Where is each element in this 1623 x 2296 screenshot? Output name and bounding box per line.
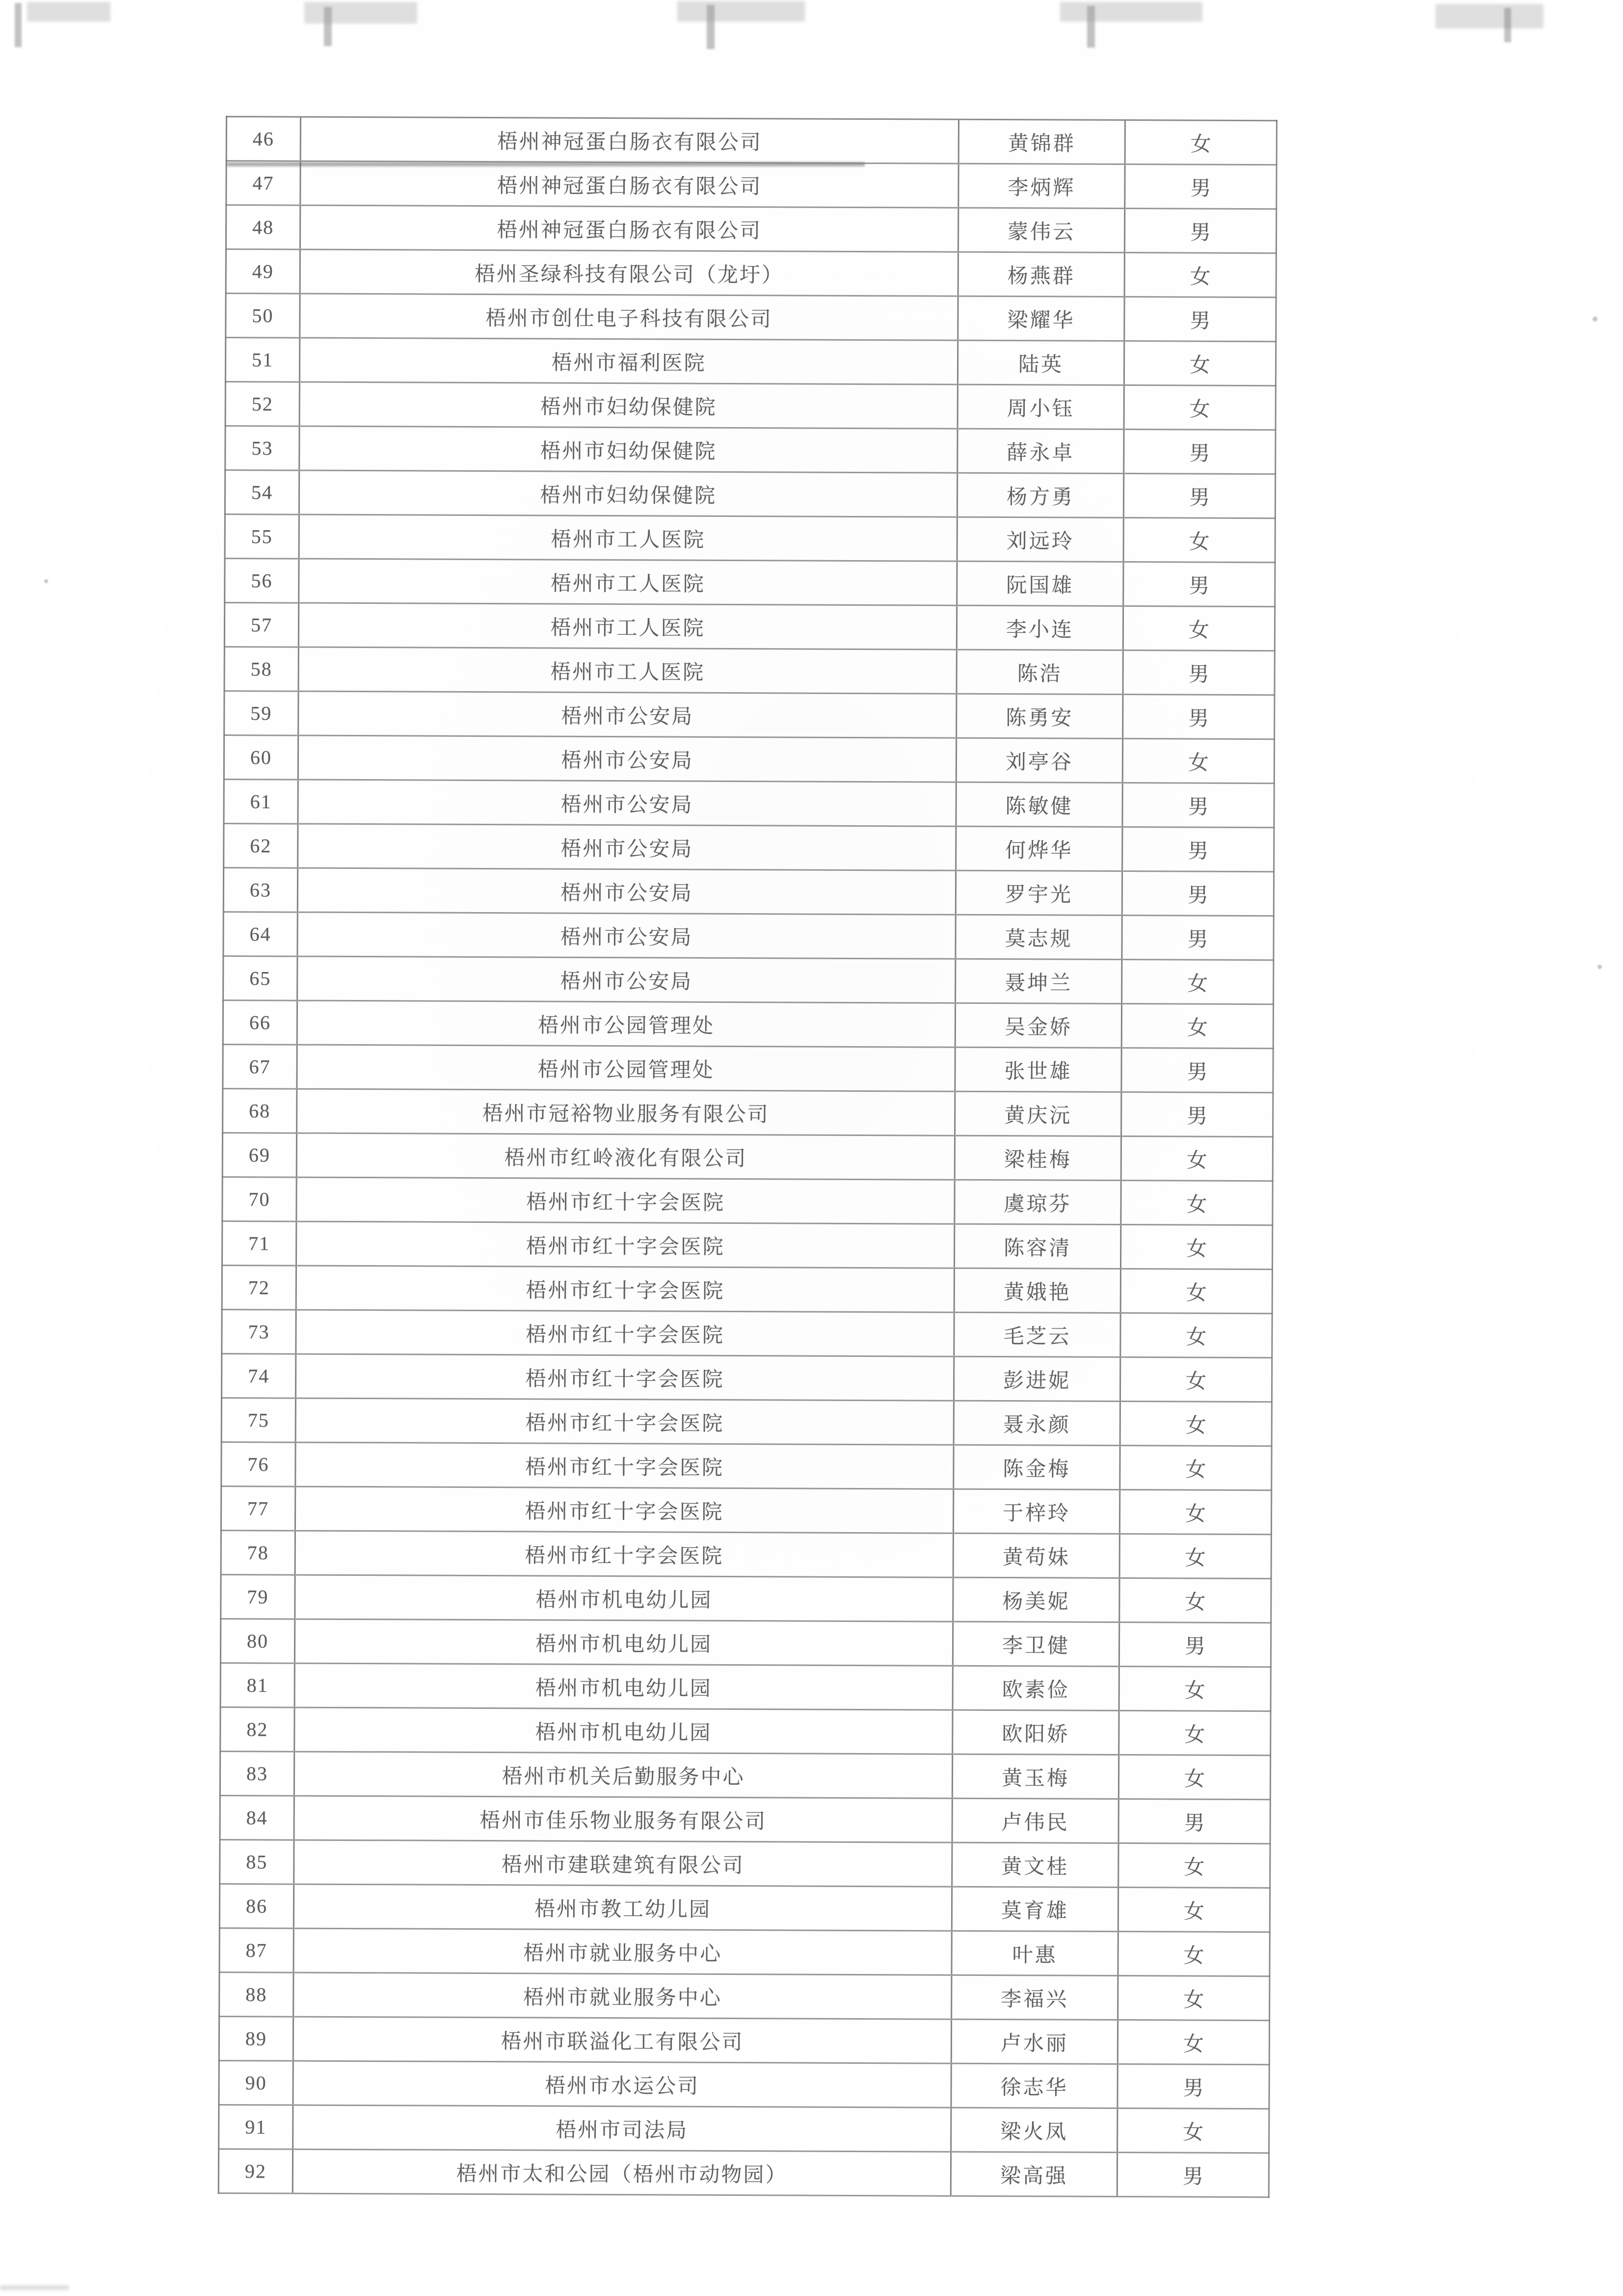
table-row bbox=[221, 1398, 1272, 1446]
gender-cell: 女 bbox=[1120, 1313, 1272, 1358]
person-name-cell: 莫育雄 bbox=[952, 1887, 1118, 1931]
organization-cell: 梧州市公安局 bbox=[297, 956, 956, 1003]
gender-cell: 女 bbox=[1123, 606, 1275, 651]
row-number-cell: 61 bbox=[224, 779, 298, 824]
row-number-cell: 76 bbox=[221, 1442, 295, 1486]
gender-cell: 女 bbox=[1124, 341, 1276, 386]
person-name-cell: 于梓玲 bbox=[953, 1489, 1119, 1534]
person-name-cell: 刘远玲 bbox=[957, 517, 1123, 562]
person-name-cell: 梁桂梅 bbox=[955, 1135, 1121, 1180]
row-number-cell: 49 bbox=[226, 249, 300, 294]
scan-artifact bbox=[15, 3, 22, 47]
row-number-cell: 70 bbox=[222, 1177, 296, 1221]
gender-cell: 女 bbox=[1123, 518, 1275, 563]
table-row bbox=[220, 1751, 1270, 1799]
person-name-cell: 黄玉梅 bbox=[952, 1754, 1118, 1799]
gender-cell: 女 bbox=[1120, 1225, 1272, 1270]
person-name-cell: 张世雄 bbox=[955, 1047, 1121, 1092]
roster-body bbox=[218, 117, 1277, 2197]
person-name-cell: 陆英 bbox=[958, 340, 1124, 385]
row-number-cell: 87 bbox=[219, 1928, 293, 1972]
organization-cell: 梧州市教工幼儿园 bbox=[293, 1884, 952, 1931]
scan-artifact bbox=[677, 1, 805, 22]
row-number-cell: 72 bbox=[222, 1265, 296, 1310]
organization-cell: 梧州市建联建筑有限公司 bbox=[294, 1840, 952, 1887]
table-row bbox=[221, 1486, 1271, 1534]
gender-cell: 男 bbox=[1124, 209, 1276, 253]
row-number-cell: 54 bbox=[225, 470, 299, 515]
organization-cell: 梧州市红十字会医院 bbox=[295, 1486, 953, 1533]
gender-cell: 女 bbox=[1122, 960, 1274, 1004]
organization-cell: 梧州市妇幼保健院 bbox=[299, 426, 958, 473]
organization-cell: 梧州神冠蛋白肠衣有限公司 bbox=[300, 205, 958, 252]
roster-table bbox=[218, 116, 1277, 2198]
person-name-cell: 欧阳娇 bbox=[953, 1710, 1119, 1755]
table-row bbox=[223, 1044, 1273, 1092]
table-row bbox=[224, 602, 1275, 650]
row-number-cell: 48 bbox=[226, 205, 300, 250]
person-name-cell: 黄锦群 bbox=[958, 119, 1125, 164]
row-number-cell: 53 bbox=[225, 426, 299, 471]
row-number-cell: 88 bbox=[219, 1972, 293, 2017]
scan-artifact bbox=[1087, 6, 1095, 48]
person-name-cell: 何烨华 bbox=[956, 826, 1122, 871]
organization-cell: 梧州市创仕电子科技有限公司 bbox=[300, 294, 958, 340]
gender-cell: 女 bbox=[1121, 1136, 1273, 1181]
gender-cell: 女 bbox=[1120, 1269, 1272, 1314]
table-row bbox=[226, 294, 1276, 342]
table-row bbox=[226, 161, 1277, 209]
person-name-cell: 莫志规 bbox=[956, 915, 1122, 959]
row-number-cell: 52 bbox=[225, 382, 299, 427]
scan-artifact bbox=[1436, 4, 1543, 28]
person-name-cell: 叶惠 bbox=[952, 1931, 1118, 1975]
gender-cell: 男 bbox=[1121, 1092, 1273, 1137]
scan-artifact bbox=[1504, 8, 1511, 42]
row-number-cell: 91 bbox=[219, 2105, 293, 2149]
row-number-cell: 83 bbox=[220, 1751, 294, 1796]
scan-artifact bbox=[1060, 2, 1202, 22]
table-row bbox=[224, 779, 1274, 827]
organization-cell: 梧州市红十字会医院 bbox=[296, 1310, 954, 1356]
table-row bbox=[225, 338, 1276, 386]
organization-cell: 梧州市红十字会医院 bbox=[296, 1221, 955, 1268]
organization-cell: 梧州市红十字会医院 bbox=[296, 1266, 954, 1312]
gender-cell: 男 bbox=[1125, 164, 1277, 209]
table-row bbox=[219, 2105, 1269, 2153]
person-name-cell: 李炳辉 bbox=[958, 163, 1125, 208]
organization-cell: 梧州神冠蛋白肠衣有限公司 bbox=[300, 117, 958, 163]
gender-cell: 男 bbox=[1123, 695, 1275, 739]
organization-cell: 梧州市公安局 bbox=[298, 735, 956, 782]
person-name-cell: 彭进妮 bbox=[954, 1356, 1120, 1401]
row-number-cell: 86 bbox=[219, 1884, 293, 1928]
person-name-cell: 黄庆沅 bbox=[955, 1091, 1121, 1136]
row-number-cell: 68 bbox=[223, 1088, 297, 1133]
row-number-cell: 82 bbox=[220, 1707, 294, 1752]
row-number-cell: 90 bbox=[219, 2060, 293, 2105]
organization-cell: 梧州市就业服务中心 bbox=[293, 1972, 952, 2019]
row-number-cell: 66 bbox=[223, 1000, 297, 1045]
table-row bbox=[222, 1177, 1273, 1225]
gender-cell: 男 bbox=[1124, 297, 1276, 342]
row-number-cell: 57 bbox=[224, 602, 298, 647]
organization-cell: 梧州市工人医院 bbox=[299, 514, 957, 561]
row-number-cell: 65 bbox=[223, 956, 297, 1000]
person-name-cell: 陈浩 bbox=[957, 649, 1123, 694]
gender-cell: 女 bbox=[1120, 1402, 1272, 1446]
row-number-cell: 85 bbox=[220, 1839, 294, 1884]
organization-cell: 梧州市佳乐物业服务有限公司 bbox=[294, 1796, 952, 1842]
row-number-cell: 80 bbox=[220, 1619, 294, 1663]
person-name-cell: 阮国雄 bbox=[957, 561, 1123, 606]
row-number-cell: 62 bbox=[224, 823, 298, 868]
person-name-cell: 欧素俭 bbox=[953, 1666, 1119, 1710]
row-number-cell: 77 bbox=[221, 1486, 295, 1531]
gender-cell: 男 bbox=[1122, 827, 1274, 872]
person-name-cell: 陈勇安 bbox=[957, 694, 1123, 738]
gender-cell: 女 bbox=[1119, 1711, 1271, 1756]
gender-cell: 女 bbox=[1119, 1534, 1271, 1579]
table-row bbox=[225, 470, 1275, 518]
person-name-cell: 杨燕群 bbox=[958, 252, 1124, 297]
row-number-cell: 50 bbox=[226, 294, 300, 338]
person-name-cell: 李小连 bbox=[957, 605, 1123, 650]
organization-cell: 梧州市工人医院 bbox=[298, 603, 957, 649]
row-number-cell: 56 bbox=[225, 558, 299, 603]
organization-cell: 梧州市红十字会医院 bbox=[295, 1354, 954, 1401]
row-number-cell: 64 bbox=[223, 912, 297, 956]
table-row bbox=[222, 1309, 1272, 1357]
gender-cell: 男 bbox=[1119, 1622, 1271, 1667]
person-name-cell: 聂永颜 bbox=[954, 1401, 1120, 1445]
organization-cell: 梧州市司法局 bbox=[293, 2105, 951, 2152]
scan-artifact bbox=[304, 2, 417, 24]
gender-cell: 女 bbox=[1119, 1667, 1271, 1711]
table-row bbox=[223, 956, 1274, 1004]
organization-cell: 梧州市公安局 bbox=[298, 780, 956, 826]
gender-cell: 女 bbox=[1120, 1446, 1272, 1490]
person-name-cell: 陈金梅 bbox=[954, 1445, 1120, 1489]
organization-cell: 梧州市红十字会医院 bbox=[296, 1177, 955, 1224]
person-name-cell: 吴金娇 bbox=[955, 1003, 1121, 1048]
organization-cell: 梧州圣绿科技有限公司（龙圩） bbox=[300, 249, 958, 296]
table-row bbox=[221, 1530, 1271, 1578]
row-number-cell: 63 bbox=[223, 867, 297, 912]
row-number-cell: 67 bbox=[223, 1044, 297, 1089]
row-number-cell: 58 bbox=[224, 647, 298, 691]
table-row bbox=[224, 735, 1274, 783]
table-row bbox=[225, 514, 1275, 562]
table-row bbox=[219, 2060, 1269, 2108]
gender-cell: 女 bbox=[1117, 2108, 1269, 2153]
row-number-cell: 74 bbox=[221, 1353, 295, 1398]
row-number-cell: 75 bbox=[221, 1398, 295, 1442]
row-number-cell: 51 bbox=[225, 338, 299, 382]
table-row bbox=[224, 647, 1275, 695]
table-row bbox=[223, 867, 1274, 916]
scan-artifact bbox=[1593, 317, 1597, 322]
gender-cell: 男 bbox=[1124, 430, 1276, 474]
table-row bbox=[220, 1707, 1271, 1755]
organization-cell: 梧州市工人医院 bbox=[298, 647, 957, 694]
organization-cell: 梧州市机电幼儿园 bbox=[294, 1663, 953, 1710]
organization-cell: 梧州市就业服务中心 bbox=[293, 1928, 952, 1975]
organization-cell: 梧州市公安局 bbox=[298, 824, 956, 870]
organization-cell: 梧州市冠裕物业服务有限公司 bbox=[297, 1089, 955, 1135]
person-name-cell: 周小钰 bbox=[958, 384, 1124, 429]
gender-cell: 女 bbox=[1120, 1357, 1272, 1402]
table-row bbox=[224, 691, 1275, 739]
person-name-cell: 杨美妮 bbox=[953, 1577, 1119, 1622]
table-row bbox=[226, 117, 1277, 165]
organization-cell: 梧州市机电幼儿园 bbox=[295, 1575, 953, 1621]
person-name-cell: 梁耀华 bbox=[958, 296, 1124, 341]
table-row bbox=[222, 1133, 1273, 1181]
table-row bbox=[219, 1884, 1270, 1932]
organization-cell: 梧州市公安局 bbox=[298, 691, 957, 738]
gender-cell: 女 bbox=[1119, 1578, 1271, 1623]
organization-cell: 梧州市公安局 bbox=[297, 868, 956, 915]
organization-cell: 梧州市红十字会医院 bbox=[295, 1442, 954, 1489]
person-name-cell: 黄娥艳 bbox=[954, 1268, 1120, 1313]
gender-cell: 女 bbox=[1118, 1932, 1270, 1976]
row-number-cell: 84 bbox=[220, 1795, 294, 1840]
table-row bbox=[226, 249, 1276, 297]
person-name-cell: 薛永卓 bbox=[958, 429, 1124, 473]
organization-cell: 梧州市公园管理处 bbox=[297, 1000, 955, 1047]
row-number-cell: 71 bbox=[222, 1221, 296, 1266]
person-name-cell: 梁火凤 bbox=[951, 2107, 1117, 2152]
gender-cell: 男 bbox=[1118, 1799, 1270, 1844]
person-name-cell: 卢伟民 bbox=[952, 1798, 1118, 1843]
person-name-cell: 李福兴 bbox=[952, 1975, 1118, 2020]
person-name-cell: 杨方勇 bbox=[957, 473, 1123, 517]
table-row bbox=[225, 558, 1275, 606]
gender-cell: 男 bbox=[1123, 474, 1275, 518]
person-name-cell: 李卫健 bbox=[953, 1621, 1119, 1666]
gender-cell: 女 bbox=[1119, 1490, 1271, 1535]
row-number-cell: 79 bbox=[221, 1574, 295, 1619]
organization-cell: 梧州市红十字会医院 bbox=[295, 1398, 954, 1445]
gender-cell: 男 bbox=[1122, 916, 1274, 960]
table-row bbox=[218, 2149, 1269, 2197]
organization-cell: 梧州市联溢化工有限公司 bbox=[293, 2017, 951, 2063]
gender-cell: 女 bbox=[1117, 2020, 1269, 2065]
table-row bbox=[223, 912, 1274, 960]
organization-cell: 梧州市工人医院 bbox=[299, 559, 957, 605]
person-name-cell: 徐志华 bbox=[951, 2063, 1117, 2108]
gender-cell: 女 bbox=[1118, 1888, 1270, 1932]
table-row bbox=[223, 1000, 1273, 1048]
gender-cell: 男 bbox=[1123, 650, 1275, 695]
gender-cell: 女 bbox=[1118, 1843, 1270, 1888]
organization-cell: 梧州市福利医院 bbox=[299, 338, 958, 384]
gender-cell: 女 bbox=[1121, 1181, 1273, 1225]
table-row bbox=[220, 1619, 1271, 1667]
table-row bbox=[221, 1574, 1271, 1622]
person-name-cell: 蒙伟云 bbox=[958, 208, 1124, 252]
scan-artifact bbox=[1597, 965, 1602, 969]
table-row bbox=[220, 1795, 1270, 1843]
gender-cell: 女 bbox=[1118, 1976, 1270, 2021]
table-row bbox=[222, 1221, 1273, 1269]
gender-cell: 男 bbox=[1117, 2153, 1269, 2197]
person-name-cell: 黄文桂 bbox=[952, 1842, 1118, 1887]
row-number-cell: 59 bbox=[224, 691, 298, 735]
organization-cell: 梧州市机电幼儿园 bbox=[294, 1707, 953, 1754]
gender-cell: 女 bbox=[1121, 1004, 1273, 1049]
person-name-cell: 陈敏健 bbox=[956, 782, 1122, 827]
table-row bbox=[219, 1928, 1270, 1976]
row-number-cell: 73 bbox=[222, 1309, 296, 1354]
organization-cell: 梧州市红岭液化有限公司 bbox=[296, 1133, 955, 1180]
organization-cell: 梧州市机关后勤服务中心 bbox=[294, 1752, 952, 1798]
table-row bbox=[224, 823, 1274, 871]
gender-cell: 女 bbox=[1124, 385, 1276, 430]
row-number-cell: 47 bbox=[226, 161, 300, 206]
row-number-cell: 89 bbox=[219, 2016, 293, 2061]
gender-cell: 男 bbox=[1123, 562, 1275, 607]
scan-artifact bbox=[44, 579, 48, 583]
table-row bbox=[219, 1972, 1270, 2020]
table-row bbox=[223, 1088, 1273, 1136]
gender-cell: 女 bbox=[1122, 739, 1274, 783]
person-name-cell: 虞琼芬 bbox=[955, 1180, 1121, 1224]
person-name-cell: 陈容清 bbox=[954, 1224, 1120, 1269]
organization-cell: 梧州市妇幼保健院 bbox=[299, 382, 958, 429]
scan-artifact bbox=[0, 2285, 69, 2290]
organization-cell: 梧州市水运公司 bbox=[293, 2061, 951, 2107]
gender-cell: 女 bbox=[1124, 253, 1276, 297]
scan-artifact bbox=[324, 7, 332, 46]
scan-artifact bbox=[27, 2, 110, 22]
person-name-cell: 毛芝云 bbox=[954, 1312, 1120, 1357]
person-name-cell: 卢水丽 bbox=[951, 2019, 1117, 2064]
row-number-cell: 69 bbox=[222, 1133, 296, 1177]
roster-table-container bbox=[218, 116, 1270, 2198]
organization-cell: 梧州市妇幼保健院 bbox=[299, 470, 957, 517]
organization-cell: 梧州市公安局 bbox=[297, 912, 956, 959]
table-row bbox=[220, 1839, 1270, 1888]
gender-cell: 女 bbox=[1118, 1755, 1270, 1800]
table-row bbox=[222, 1265, 1272, 1313]
person-name-cell: 梁高强 bbox=[951, 2152, 1117, 2196]
row-number-cell: 60 bbox=[224, 735, 298, 780]
row-number-cell: 78 bbox=[221, 1530, 295, 1575]
gender-cell: 女 bbox=[1125, 120, 1277, 165]
table-row bbox=[220, 1663, 1271, 1711]
table-row bbox=[225, 382, 1276, 430]
gender-cell: 男 bbox=[1122, 871, 1274, 916]
row-number-cell: 46 bbox=[226, 117, 300, 162]
table-row bbox=[221, 1442, 1272, 1490]
organization-cell: 梧州市机电幼儿园 bbox=[294, 1619, 953, 1666]
row-number-cell: 81 bbox=[220, 1663, 294, 1707]
organization-cell: 梧州市红十字会医院 bbox=[295, 1531, 953, 1577]
row-number-cell: 92 bbox=[218, 2149, 293, 2193]
person-name-cell: 罗宇光 bbox=[956, 870, 1122, 915]
table-row bbox=[219, 2016, 1269, 2064]
gender-cell: 男 bbox=[1122, 783, 1274, 828]
gender-cell: 男 bbox=[1121, 1048, 1273, 1093]
organization-cell: 梧州神冠蛋白肠衣有限公司 bbox=[300, 161, 958, 208]
person-name-cell: 刘亭谷 bbox=[956, 738, 1122, 783]
table-row bbox=[226, 205, 1276, 253]
organization-cell: 梧州市公园管理处 bbox=[297, 1045, 955, 1091]
table-row bbox=[225, 426, 1276, 474]
person-name-cell: 聂坤兰 bbox=[956, 959, 1122, 1003]
table-row bbox=[221, 1353, 1272, 1402]
organization-cell: 梧州市太和公园（梧州市动物园） bbox=[293, 2149, 951, 2196]
scan-artifact bbox=[707, 5, 715, 49]
gender-cell: 男 bbox=[1117, 2064, 1269, 2109]
person-name-cell: 黄苟妹 bbox=[953, 1533, 1119, 1578]
row-number-cell: 55 bbox=[225, 514, 299, 559]
